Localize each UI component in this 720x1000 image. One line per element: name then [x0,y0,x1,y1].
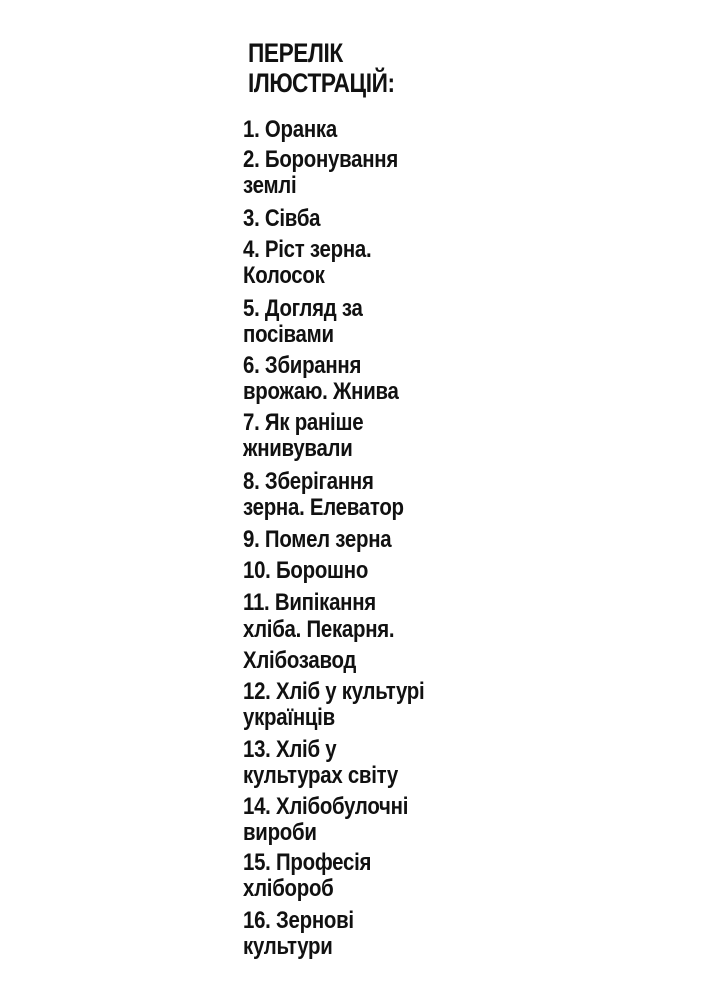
list-item-line: 5. Догляд за [243,295,363,322]
list-item-line: зерна. Елеватор [243,494,404,521]
list-item-line: землі [243,172,297,199]
list-item-line: врожаю. Жнива [243,378,399,405]
list-item-line: 16. Зернові [243,907,354,934]
list-item-line: жнивували [243,435,353,462]
list-item-line: культури [243,933,333,960]
list-item-line: 8. Зберігання [243,468,374,495]
list-item-line: хлібороб [243,875,334,902]
list-item-line: 9. Помел зерна [243,526,392,553]
list-item-line: 7. Як раніше [243,409,364,436]
list-item-line: 13. Хліб у [243,736,337,763]
list-item-line: хліба. Пекарня. [243,616,395,643]
list-item-line: 10. Борошно [243,557,369,584]
list-item-line: 1. Оранка [243,116,337,143]
title-line: ІЛЮСТРАЦІЙ: [248,68,395,98]
list-item-line: 2. Боронування [243,146,398,173]
list-item-line: 12. Хліб у культурі [243,678,425,705]
list-item-line: посівами [243,321,334,348]
list-item-line: культурах світу [243,762,398,789]
list-item-line: українців [243,704,335,731]
list-item-line: 3. Сівба [243,205,321,232]
list-item-line: 14. Хлібобулочні [243,793,409,820]
title-line: ПЕРЕЛІК [248,38,343,68]
list-item-line: 4. Ріст зерна. [243,236,372,263]
list-item-line: Колосок [243,262,325,289]
list-item-line: Хлібозавод [243,647,357,674]
list-item-line: 11. Випікання [243,589,376,616]
list-item-line: 6. Збирання [243,352,362,379]
list-title [248,38,500,98]
list-item-line: вироби [243,819,317,846]
list-item-line: 15. Професія [243,849,372,876]
